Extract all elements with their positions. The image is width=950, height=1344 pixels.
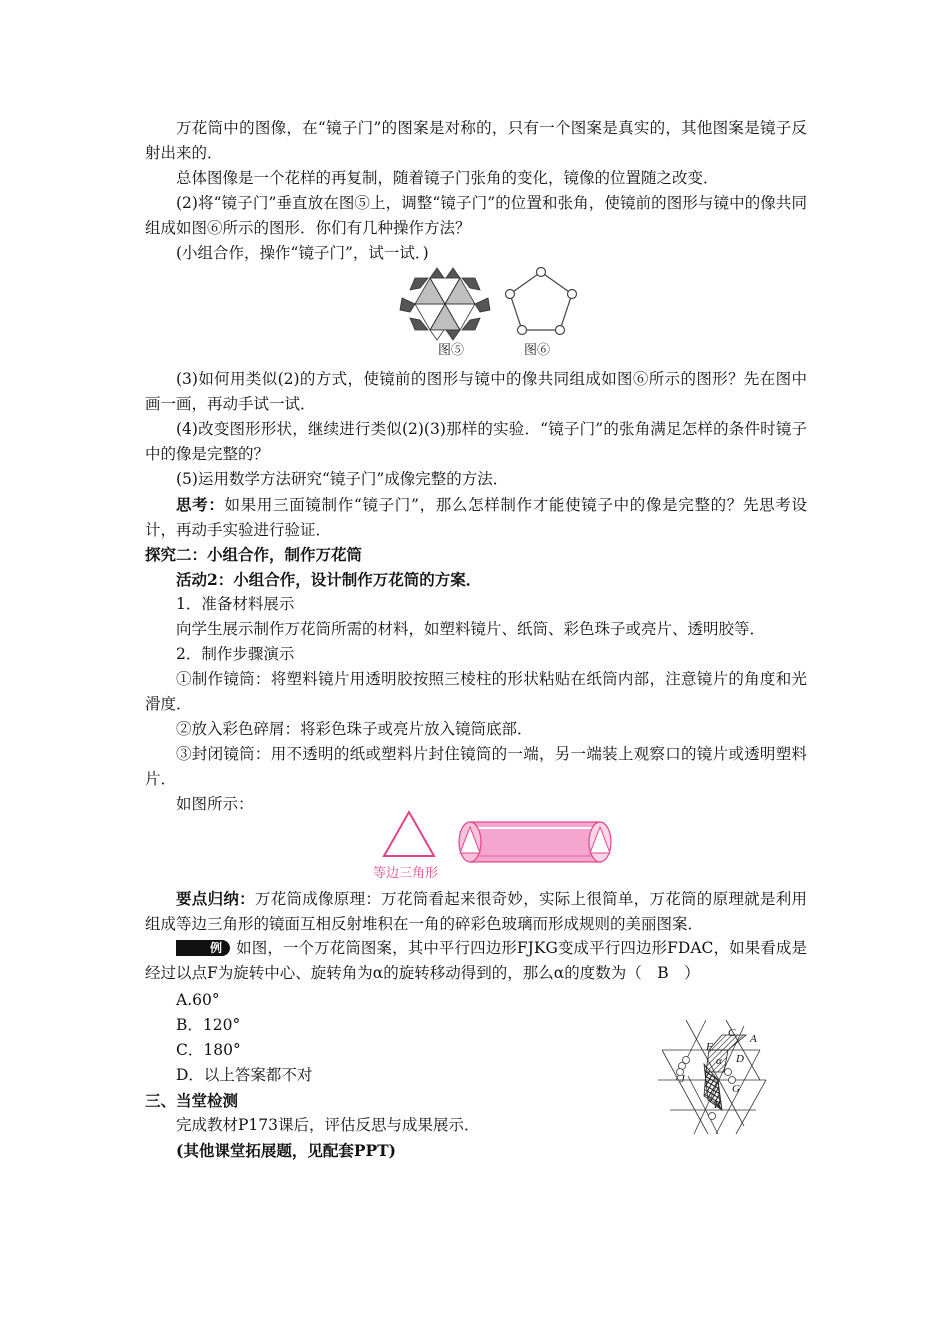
kaleidoscope-pattern-figure <box>656 1020 768 1136</box>
heading-section-3: 三、当堂检测 <box>145 1091 239 1110</box>
key-points <box>145 886 807 937</box>
kaleidoscope-tube-figure <box>458 819 614 865</box>
heading-explore-2: 探究二：小组合作，制作万花筒 <box>145 545 363 564</box>
key-text: 万花筒成像原理：万花筒看起来很奇妙，实际上很简单，万花筒的原理就是利用组成等边三角形的镜面互相反射堆积在一角的碎彩色玻璃而形成规则的美丽图案． <box>145 890 807 933</box>
option-c: C．180° <box>176 1041 241 1059</box>
paragraph-kaleidoscope-image: 万花筒中的图像，在“镜子门”的图案是对称的，只有一个图案是真实的，其他图案是镜子反射出来的． <box>145 119 807 162</box>
step-add-beads: ②放入彩色碎屑：将彩色珠子或亮片放入镜筒底部． <box>176 720 533 738</box>
step-make-tube: ①制作镜筒：将塑料镜片用透明胶按照三棱柱的形状粘贴在纸筒内部，注意镜片的角度和光滑度． <box>145 670 807 713</box>
option-d: D．以上答案都不对 <box>176 1066 313 1084</box>
figure-5-caption: 图⑤ <box>438 343 465 358</box>
example-question <box>145 936 807 986</box>
example-text: 如图，一个万花筒图案，其中平行四边形FJKG变成平行四边形FDAC，如果看成是经过以点F为旋转中心、旋转角为α的旋转移动得到的，那么α的度数为（ B ） <box>145 939 807 982</box>
paragraph-group-work: (小组合作，操作“镜子门”，试一试．) <box>176 244 429 262</box>
label-j: J <box>680 1073 685 1085</box>
item-2-heading: 2．制作步骤演示 <box>176 645 295 663</box>
paragraph-step-4: (4)改变图形形状，继续进行类似(2)(3)那样的实验．“镜子门”的张角满足怎样的条件时镜子中的像是完整的？ <box>145 420 807 463</box>
triangle-caption: 等边三角形 <box>373 866 439 881</box>
label-d: D <box>736 1053 744 1065</box>
example-badge: 例 <box>176 940 230 956</box>
label-a: A <box>750 1033 757 1045</box>
step-seal-tube: ③封闭镜筒：用不透明的纸或塑料片封住镜筒的一端，另一端装上观察口的镜片或透明塑料片． <box>145 745 807 788</box>
check-text: 完成教材P173课后，评估反思与成果展示． <box>176 1116 480 1134</box>
other-exercises: (其他课堂拓展题，见配套PPT) <box>176 1141 397 1160</box>
item-1-heading: 1．准备材料展示 <box>176 595 295 613</box>
label-f: F <box>706 1041 713 1053</box>
think-label: 思考： <box>176 495 225 514</box>
label-g: G <box>732 1083 740 1095</box>
paragraph-think <box>145 492 807 543</box>
option-a: A.60° <box>176 991 220 1009</box>
equilateral-triangle-figure <box>381 810 437 858</box>
paragraph-step-3: (3)如何用类似(2)的方式，使镜前的图形与镜中的像共同组成如图⑥所示的图形？先在图中画一画，再动手试一试． <box>145 370 807 413</box>
paragraph-overall-image: 总体图像是一个花样的再复制，随着镜子门张角的变化，镜像的位置随之改变． <box>176 169 719 187</box>
label-c: C <box>728 1027 736 1039</box>
activity-2: 活动2：小组合作，设计制作万花筒的方案． <box>176 570 482 589</box>
item-1-text: 向学生展示制作万花筒所需的材料，如塑料镜片、纸筒、彩色珠子或亮片、透明胶等． <box>176 620 766 638</box>
label-k: K <box>714 1099 722 1111</box>
figure-6-pentagon <box>502 264 580 338</box>
option-b: B．120° <box>176 1016 241 1034</box>
as-shown: 如图所示： <box>176 795 254 813</box>
think-text: 如果用三面镜制作“镜子门”，那么怎样制作才能使镜子中的像是完整的？先思考设计，再动手实验进行验证． <box>145 496 807 539</box>
figure-6-caption: 图⑥ <box>524 343 551 358</box>
key-label: 要点归纳： <box>176 889 255 908</box>
label-alpha: α <box>716 1055 722 1067</box>
paragraph-step-5: (5)运用数学方法研究“镜子门”成像完整的方法． <box>176 470 509 488</box>
paragraph-step-2: (2)将“镜子门”垂直放在图⑤上，调整“镜子门”的位置和张角，使镜前的图形与镜中的像共同组成如图⑥所示的图形．你们有几种操作方法？ <box>145 194 807 237</box>
figure-5-pattern <box>400 268 490 340</box>
